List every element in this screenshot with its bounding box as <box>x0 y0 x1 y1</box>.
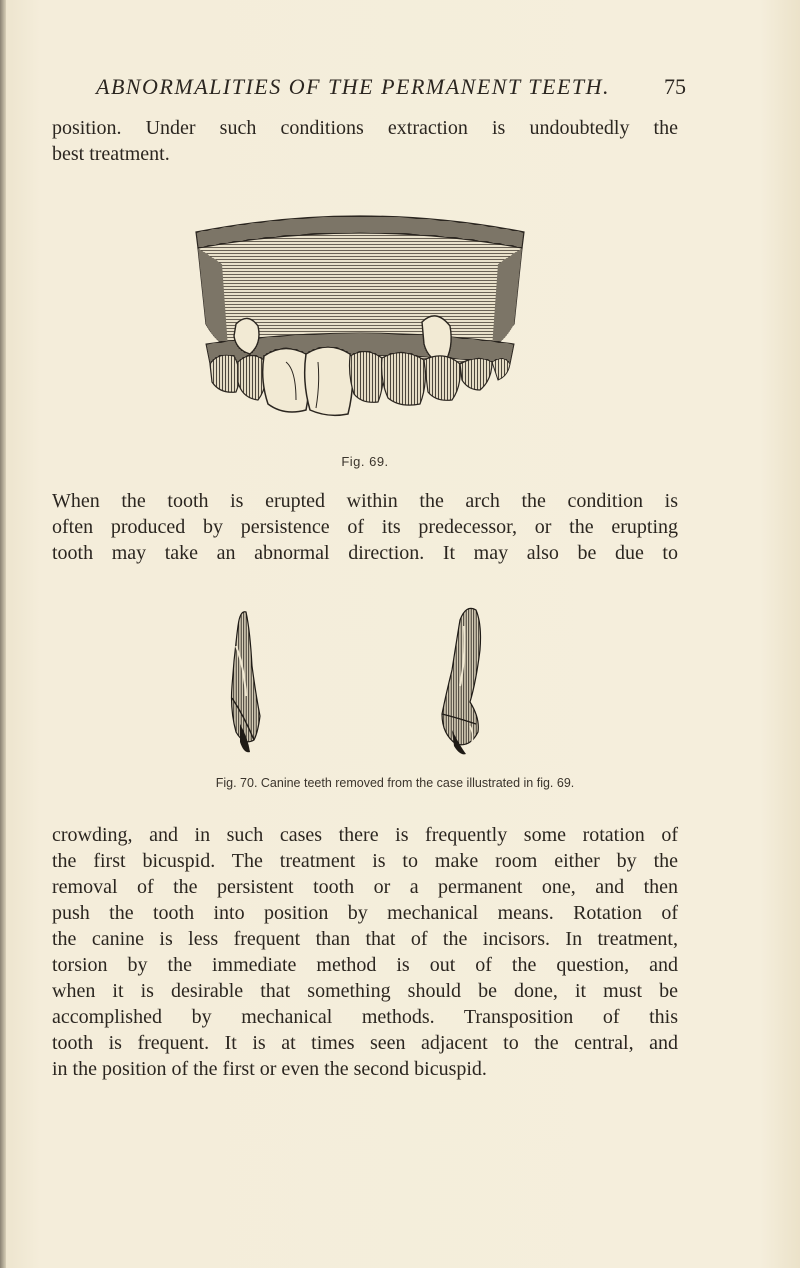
text-line: the canine is less frequent than that of the incisors. In treatment, <box>52 928 678 950</box>
text-line: When the tooth is erupted within the arch the condition is <box>52 490 678 512</box>
figure-70-canine-teeth <box>230 606 524 762</box>
paragraph-3 <box>52 822 678 1082</box>
paragraph-1 <box>52 115 678 167</box>
text-line: best treatment. <box>52 143 170 165</box>
text-line: tooth is frequent. It is at times seen adjacent to the central, and <box>52 1032 678 1054</box>
canine-teeth-engraving <box>230 606 524 762</box>
figure-70-caption: Fig. 70. Canine teeth removed from the case illustrated in fig. 69. <box>215 776 575 790</box>
running-title: ABNORMALITIES OF THE PERMANENT TEETH. <box>96 74 611 99</box>
text-line: push the tooth into position by mechanical means. Rotation of <box>52 902 678 924</box>
text-line: often produced by persistence of its predecessor, or the erupting <box>52 516 678 538</box>
text-line: position. Under such conditions extraction is undoubtedly the <box>52 117 678 139</box>
text-line: removal of the persistent tooth or a permanent one, and then <box>52 876 678 898</box>
text-line: the first bicuspid. The treatment is to make room either by the <box>52 850 678 872</box>
text-line: tooth may take an abnormal direction. It may also be due to <box>52 542 678 564</box>
text-line: crowding, and in such cases there is frequently some rotation of <box>52 824 678 846</box>
text-line: when it is desirable that something should be done, it must be <box>52 980 678 1002</box>
text-line: in the position of the first or even the second bicuspid. <box>52 1058 487 1080</box>
page-header <box>96 74 686 108</box>
text-line: accomplished by mechanical methods. Transposition of this <box>52 1006 678 1028</box>
right-canine-tooth <box>442 608 481 754</box>
text-line: torsion by the immediate method is out of the question, and <box>52 954 678 976</box>
figure-69-caption: Fig. 69. <box>341 454 389 469</box>
left-canine-tooth <box>232 612 261 753</box>
page-number: 75 <box>664 74 686 99</box>
dental-cast-engraving <box>188 204 532 418</box>
page-spine-shadow <box>0 0 6 1268</box>
paragraph-2 <box>52 488 678 566</box>
figure-69-dental-cast <box>188 204 532 418</box>
